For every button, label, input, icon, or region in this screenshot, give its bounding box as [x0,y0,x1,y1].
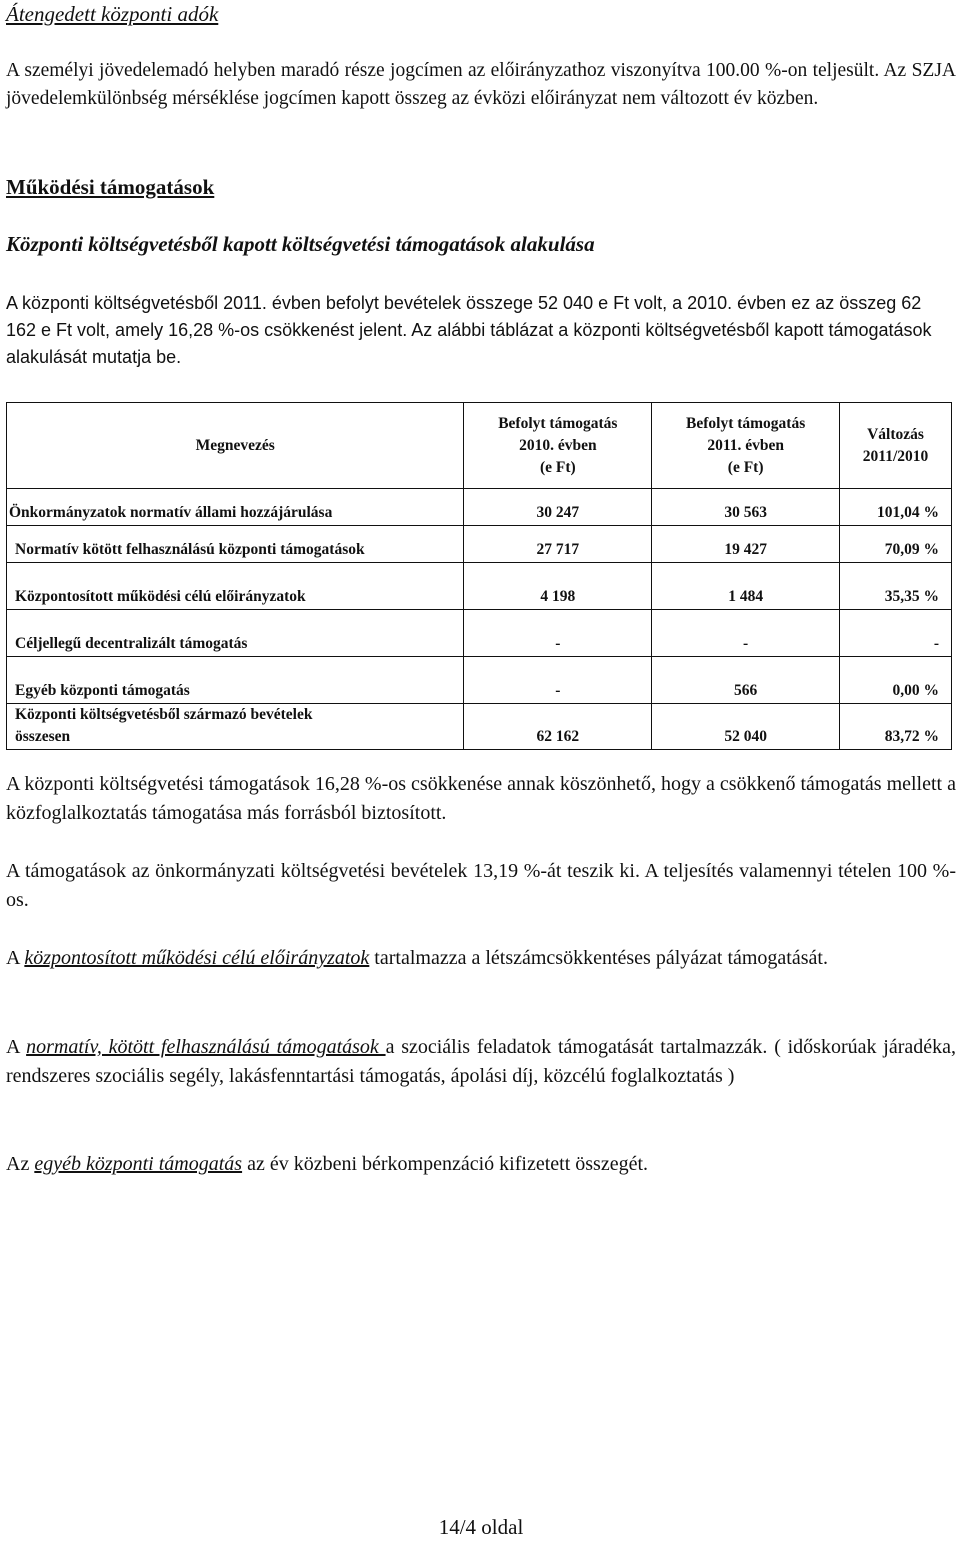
table-row: Egyéb központi támogatás - 566 0,00 % [7,657,952,704]
table-header-row [7,403,952,489]
paragraph-centralized: A központosított működési célú előirányzatok tartalmazza a létszámcsökkentéses pályázat támogatását. [6,947,828,969]
term-other: egyéb központi támogatás [34,1153,243,1175]
header-2011: Befolyt támogatás 2011. évben (e Ft) [652,403,840,489]
page-number: 14/4 oldal [438,1515,524,1539]
support-table [6,402,952,750]
paragraph-intro: A központi költségvetésből 2011. évben befolyt bevételek összege 52 040 e Ft volt, a 2010. évben ez az összeg 62 162 e Ft volt, amely 16,28 %-os csökkenést jelent. Az alábbi táblázat a központi költségvetésből kapott támogatások alakulását mutatja be. [6,293,932,367]
table-row: Központosított működési célú előirányzatok 4 198 1 484 35,35 % [7,563,952,610]
header-2010: Befolyt támogatás 2010. évben (e Ft) [464,403,652,489]
paragraph-normative: A normatív, kötött felhasználású támogatások a szociális feladatok támogatását tartalmazzák. ( időskorúak járadéka, rendszeres szociális segély, lakásfenntartási támogatás, ápolási díj, közcélú foglalkoztatás ) [6,1036,956,1087]
paragraph-share: A támogatások az önkormányzati költségvetési bevételek 13,19 %-át teszik ki. A teljesítés valamennyi tételen 100 %-os. [6,860,956,911]
section-title-taxes: Átengedett központi adók [6,2,219,26]
paragraph-taxes: A személyi jövedelemadó helyben maradó része jogcímen az előirányzathoz viszonyítva 100.00 %-on teljesült. Az SZJA jövedelemkülönbség mérséklése jogcímen kapott összeg az évközi előirányzat nem változott év közben. [6,60,956,109]
section-subtitle: Központi költségvetésből kapott költségvetési támogatások alakulása [6,232,595,256]
header-name: Megnevezés [7,403,464,489]
table-total-row: Központi költségvetésből származó bevételek összesen 62 162 52 040 83,72 % [7,704,952,750]
table-row: Céljellegű decentralizált támogatás - - - [7,610,952,657]
header-change: Változás 2011/2010 [840,403,952,489]
table-row: Önkormányzatok normatív állami hozzájárulása 30 247 30 563 101,04 % [7,489,952,526]
term-normative: normatív, kötött felhasználású támogatások [26,1036,386,1058]
section-title-operating-support: Működési támogatások [6,175,215,199]
paragraph-other: Az egyéb központi támogatás az év közbeni bérkompenzáció kifizetett összegét. [6,1153,649,1175]
paragraph-decrease: A központi költségvetési támogatások 16,28 %-os csökkenése annak köszönhető, hogy a csökkenő támogatás mellett a közfoglalkoztatás támogatása más forrásból biztosított. [6,773,956,824]
total-label: Központi költségvetésből származó bevételek összesen [7,704,464,750]
table-row: Normatív kötött felhasználású központi támogatások 27 717 19 427 70,09 % [7,526,952,563]
term-centralized: központosított működési célú előirányzatok [24,947,370,969]
